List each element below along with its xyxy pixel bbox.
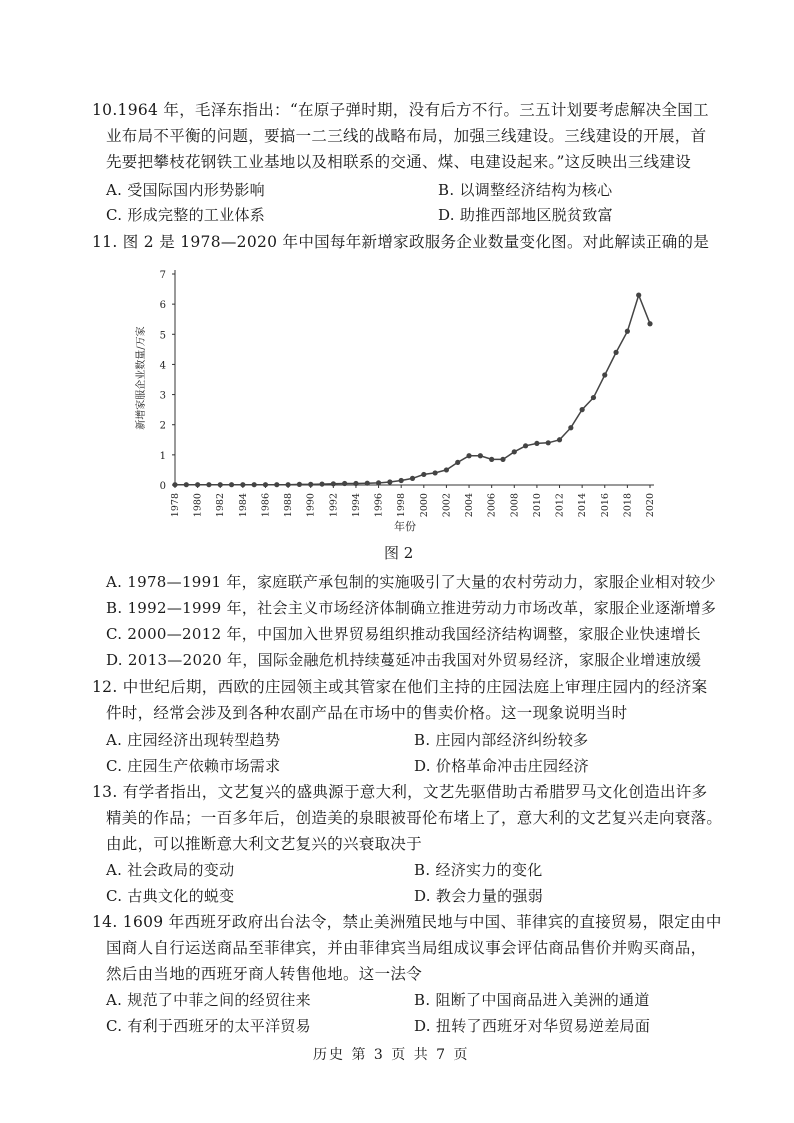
- data-point: [512, 449, 517, 454]
- q14-option-d: D. 扭转了西班牙对华贸易逆差局面: [414, 1017, 651, 1035]
- x-tick-label: 1998: [396, 493, 408, 518]
- data-point: [274, 482, 279, 487]
- y-tick-label: 2: [159, 420, 166, 432]
- x-tick-label: 2018: [622, 493, 634, 518]
- data-point: [308, 482, 313, 487]
- y-tick-label: 7: [159, 270, 166, 281]
- x-tick-label: 2010: [531, 493, 543, 518]
- data-point: [523, 443, 528, 448]
- q14-stem-line-3: 然后由当地的西班牙商人转售他地。这一法令: [106, 965, 423, 983]
- series-line: [175, 295, 650, 485]
- x-tick-label: 1996: [373, 493, 385, 518]
- q14-option-c: C. 有利于西班牙的太平洋贸易: [106, 1017, 311, 1035]
- data-point: [195, 482, 200, 487]
- data-point: [557, 437, 562, 442]
- q10-option-a: A. 受国际国内形势影响: [106, 181, 265, 199]
- data-point: [466, 453, 471, 458]
- data-point: [353, 481, 358, 486]
- q12-stem-line-1: 12. 中世纪后期，西欧的庄园领主或其管家在他们主持的庄园法庭上审理庄园内的经济案: [92, 678, 708, 696]
- x-tick-label: 2002: [441, 493, 453, 518]
- q13-option-c: C. 古典文化的蜕变: [106, 887, 235, 905]
- x-tick-label: 1984: [237, 493, 249, 518]
- y-axis-label: 新增家服企业数量/万家: [136, 326, 147, 430]
- q10-option-b: B. 以调整经济结构为核心: [438, 181, 613, 199]
- data-point: [568, 425, 573, 430]
- line-chart: [130, 260, 670, 545]
- q10-stem-line-2: 业布局不平衡的问题，要搞一二三线的战略布局，加强三线建设。三线建设的开展，首: [106, 127, 707, 145]
- chart-y-ticks: [160, 270, 175, 492]
- q12-stem-line-2: 件时，经常会涉及到各种农副产品在市场中的售卖价格。这一现象说明当时: [106, 704, 628, 722]
- x-tick-label: 1990: [305, 493, 317, 518]
- x-tick-label: 1982: [215, 493, 227, 518]
- x-tick-label: 2014: [577, 493, 589, 518]
- data-point: [647, 321, 652, 326]
- y-tick-label: 0: [159, 481, 166, 492]
- x-tick-label: 1994: [350, 493, 362, 518]
- x-tick-label: 1992: [328, 493, 340, 518]
- x-tick-label: 2016: [599, 493, 611, 518]
- data-point: [636, 293, 641, 298]
- q14-stem-line-1: 14. 1609 年西班牙政府出台法令，禁止美洲殖民地与中国、菲律宾的直接贸易，限定由中: [92, 913, 722, 931]
- data-point: [602, 372, 607, 377]
- figure-caption: 图 2: [384, 544, 414, 562]
- x-tick-label: 1988: [283, 493, 295, 518]
- q14-option-a: A. 规范了中菲之间的经贸往来: [106, 991, 311, 1009]
- data-point: [172, 482, 177, 487]
- q10-stem-line-1: 10.1964 年，毛泽东指出：“在原子弹时期，没有后方不行。三五计划要考虑解决全国工: [92, 101, 709, 119]
- data-point: [297, 482, 302, 487]
- q13-option-a: A. 社会政局的变动: [106, 861, 235, 879]
- x-tick-label: 1980: [192, 493, 204, 518]
- q11-option-b: B. 1992—1999 年，社会主义市场经济体制确立推进劳动力市场改革，家服企业逐渐增多: [106, 599, 717, 617]
- data-point: [285, 482, 290, 487]
- data-point: [580, 407, 585, 412]
- q11-stem: 11. 图 2 是 1978—2020 年中国每年新增家政服务企业数量变化图。对此解读正确的是: [92, 233, 710, 251]
- q14-stem-line-2: 国商人自行运送商品至菲律宾，并由菲律宾当局组成议事会评估商品售价并购买商品，: [106, 939, 707, 957]
- chart-x-ticks: [170, 485, 656, 517]
- data-point: [342, 481, 347, 486]
- q10-option-d: D. 助推西部地区脱贫致富: [438, 206, 613, 224]
- q11-option-a: A. 1978—1991 年，家庭联产承包制的实施吸引了大量的农村劳动力，家服企业相对较少: [106, 573, 716, 591]
- data-point: [489, 457, 494, 462]
- x-tick-label: 2006: [486, 493, 498, 518]
- data-point: [613, 350, 618, 355]
- page-footer: 历史 第 3 页 共 7 页: [313, 1047, 470, 1063]
- data-point: [376, 480, 381, 485]
- data-point: [591, 395, 596, 400]
- q12-option-b: B. 庄园内部经济纠纷较多: [414, 731, 589, 749]
- y-tick-label: 1: [159, 450, 166, 462]
- x-tick-label: 1978: [170, 493, 181, 518]
- data-point: [365, 481, 370, 486]
- y-tick-label: 6: [159, 300, 166, 312]
- q12-option-d: D. 价格革命冲击庄园经济: [414, 757, 589, 775]
- data-point: [218, 482, 223, 487]
- data-point: [478, 453, 483, 458]
- x-tick-label: 1986: [260, 493, 272, 518]
- data-point: [500, 457, 505, 462]
- q14-option-b: B. 阻断了中国商品进入美洲的通道: [414, 991, 650, 1009]
- data-point: [444, 467, 449, 472]
- data-point: [399, 478, 404, 483]
- q11-option-d: D. 2013—2020 年，国际金融危机持续蔓延冲击我国对外贸易经济，家服企业增速放缓: [106, 651, 702, 669]
- x-tick-label: 2000: [418, 493, 430, 518]
- chart-svg: [130, 260, 670, 545]
- data-point: [206, 482, 211, 487]
- chart-axes: [175, 270, 654, 485]
- y-tick-label: 5: [159, 330, 166, 342]
- data-point: [410, 476, 415, 481]
- data-point: [387, 479, 392, 484]
- x-tick-label: 2012: [554, 493, 566, 518]
- data-point: [455, 460, 460, 465]
- x-axis-label: 年份: [394, 520, 416, 533]
- data-point: [331, 481, 336, 486]
- q13-stem-line-3: 由此，可以推断意大利文艺复兴的兴衰取决于: [106, 835, 423, 853]
- data-point: [625, 329, 630, 334]
- y-tick-label: 3: [159, 390, 166, 402]
- data-point: [240, 482, 245, 487]
- data-point: [229, 482, 234, 487]
- data-point: [546, 440, 551, 445]
- data-point: [252, 482, 257, 487]
- data-point: [184, 482, 189, 487]
- data-point: [319, 481, 324, 486]
- series-points: [172, 293, 652, 488]
- y-tick-label: 4: [159, 360, 166, 372]
- q12-option-c: C. 庄园生产依赖市场需求: [106, 757, 281, 775]
- q13-option-b: B. 经济实力的变化: [414, 861, 543, 879]
- data-point: [534, 441, 539, 446]
- q11-option-c: C. 2000—2012 年，中国加入世界贸易组织推动我国经济结构调整，家服企业快速增长: [106, 625, 701, 643]
- q13-stem-line-1: 13. 有学者指出，文艺复兴的盛典源于意大利，文艺先驱借助古希腊罗马文化创造出许多: [92, 783, 708, 801]
- x-tick-label: 2020: [645, 493, 656, 518]
- q10-stem-line-3: 先要把攀枝花钢铁工业基地以及相联系的交通、煤、电建设起来。”这反映出三线建设: [106, 153, 692, 171]
- q13-option-d: D. 教会力量的强弱: [414, 887, 544, 905]
- data-point: [421, 472, 426, 477]
- q12-option-a: A. 庄园经济出现转型趋势: [106, 731, 281, 749]
- q10-option-c: C. 形成完整的工业体系: [106, 206, 266, 224]
- x-tick-label: 2008: [509, 493, 521, 518]
- x-tick-label: 2004: [464, 493, 476, 518]
- data-point: [433, 470, 438, 475]
- data-point: [263, 482, 268, 487]
- q13-stem-line-2: 精美的作品；一百多年后，创造美的泉眼被哥伦布堵上了，意大利的文艺复兴走向衰落。: [106, 809, 723, 827]
